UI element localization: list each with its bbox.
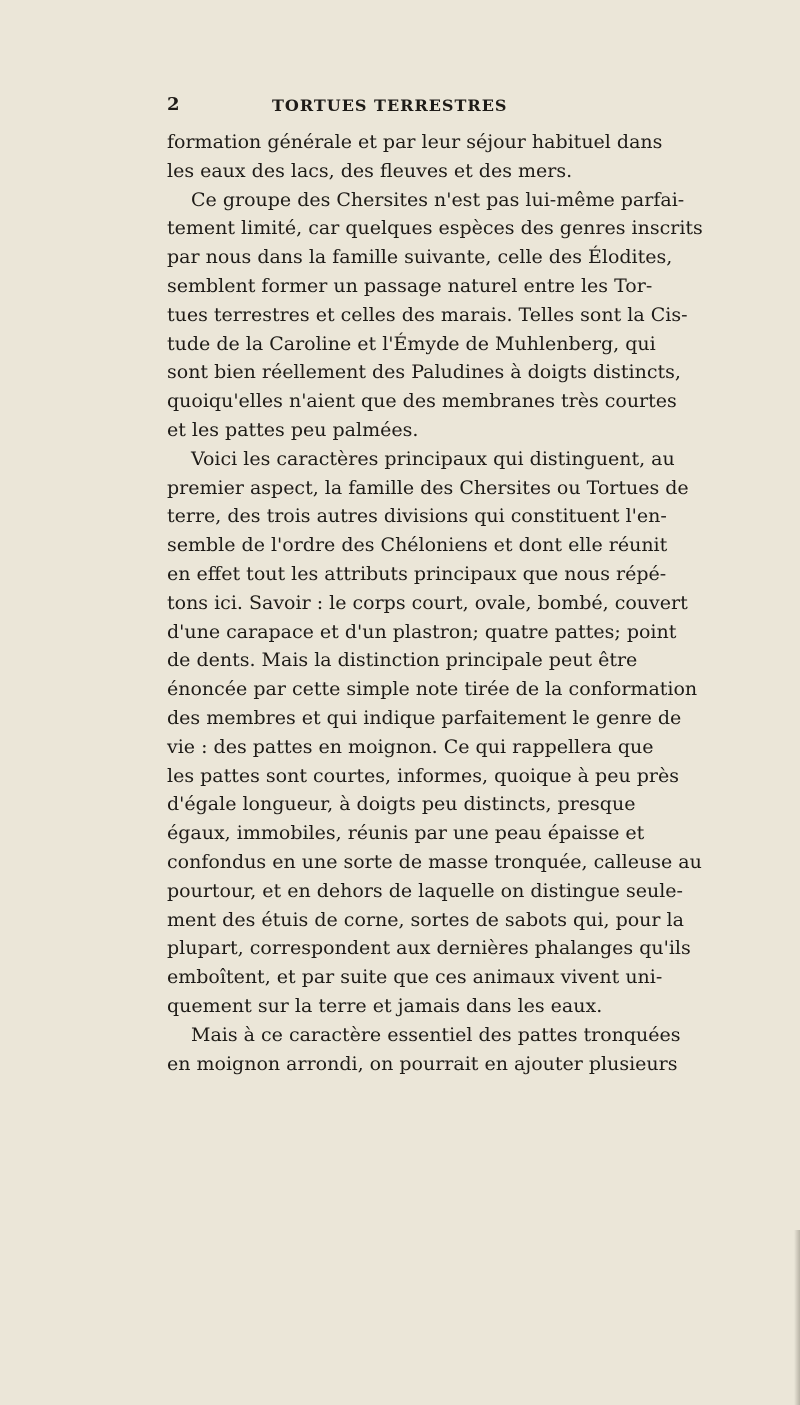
page-header xyxy=(167,94,597,124)
text-line: et les pattes peu palmées. xyxy=(167,418,419,441)
text-line: d'égale longueur, à doigts peu distincts, presque xyxy=(167,793,636,816)
text-line: les eaux des lacs, des fleuves et des mers. xyxy=(167,159,573,182)
text-line: pourtour, et en dehors de laquelle on distingue seule- xyxy=(167,879,683,902)
text-line: confondus en une sorte de masse tronquée, calleuse au xyxy=(167,850,702,873)
text-line: tons ici. Savoir : le corps court, ovale, bombé, couvert xyxy=(167,591,688,614)
text-line: énoncée par cette simple note tirée de la conformation xyxy=(167,678,698,701)
text-line: ment des étuis de corne, sortes de sabots qui, pour la xyxy=(167,908,684,931)
text-line: plupart, correspondent aux dernières phalanges qu'ils xyxy=(167,937,691,960)
text-line: sont bien réellement des Paludines à doigts distincts, xyxy=(167,361,681,384)
text-line: vie : des pattes en moignon. Ce qui rappellera que xyxy=(167,735,654,758)
body-text xyxy=(167,128,703,1078)
text-line: formation générale et par leur séjour habituel dans xyxy=(167,131,663,153)
text-line: par nous dans la famille suivante, celle des Élodites, xyxy=(167,246,673,269)
text-line: Voici les caractères principaux qui distinguent, au xyxy=(191,447,675,470)
text-line: premier aspect, la famille des Chersites ou Tortues de xyxy=(167,476,689,499)
scan-edge-shadow xyxy=(794,1230,800,1405)
text-line: de dents. Mais la distinction principale peut être xyxy=(167,649,638,672)
text-line: en effet tout les attributs principaux que nous répé- xyxy=(167,562,667,585)
text-line: des membres et qui indique parfaitement le genre de xyxy=(167,706,682,729)
running-head: TORTUES TERRESTRES xyxy=(272,96,508,115)
text-line: tement limité, car quelques espèces des genres inscrits xyxy=(167,217,703,240)
text-line: tues terrestres et celles des marais. Telles sont la Cis- xyxy=(167,303,688,326)
text-line: terre, des trois autres divisions qui constituent l'en- xyxy=(167,505,667,528)
text-line: semblent former un passage naturel entre les Tor- xyxy=(167,274,653,297)
text-line: les pattes sont courtes, informes, quoique à peu près xyxy=(167,764,679,787)
page-number: 2 xyxy=(167,94,180,115)
text-line: tude de la Caroline et l'Émyde de Muhlenberg, qui xyxy=(167,332,656,355)
text-line: égaux, immobiles, réunis par une peau épaisse et xyxy=(167,822,645,845)
text-line: en moignon arrondi, on pourrait en ajouter plusieurs xyxy=(167,1052,678,1075)
text-line: semble de l'ordre des Chéloniens et dont elle réunit xyxy=(167,534,668,557)
text-line: quement sur la terre et jamais dans les eaux. xyxy=(167,994,603,1017)
text-line: d'une carapace et d'un plastron; quatre pattes; point xyxy=(167,620,677,643)
text-line: Mais à ce caractère essentiel des pattes tronquées xyxy=(191,1023,681,1046)
text-line: Ce groupe des Chersites n'est pas lui-même parfai- xyxy=(191,188,685,211)
text-line: quoiqu'elles n'aient que des membranes très courtes xyxy=(167,390,677,413)
text-line: emboîtent, et par suite que ces animaux vivent uni- xyxy=(167,966,663,989)
